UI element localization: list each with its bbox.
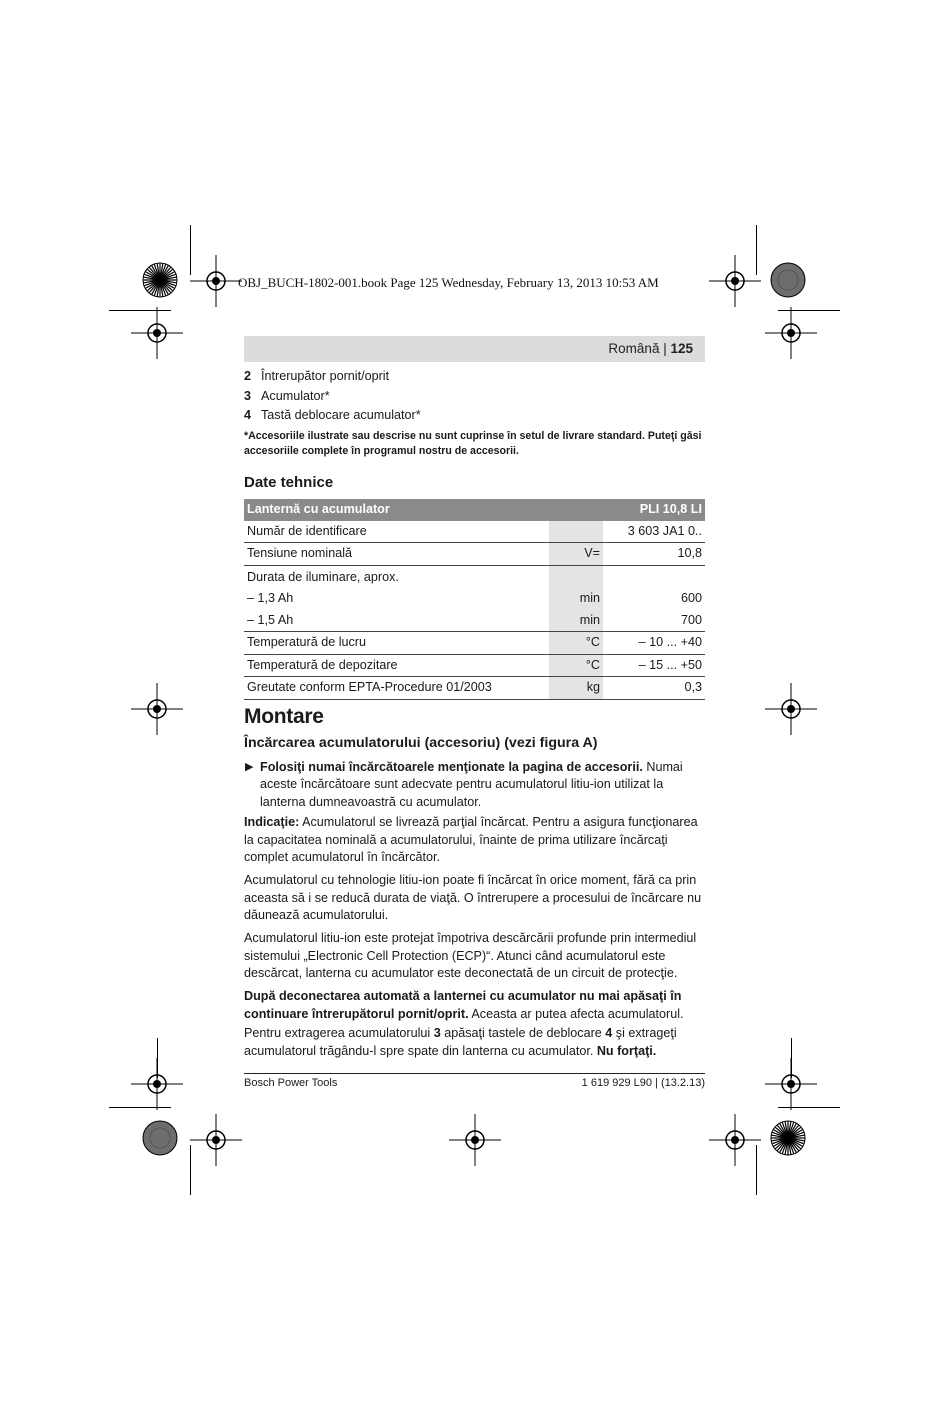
spec-label: Durata de iluminare, aprox. [247, 569, 399, 584]
note-text: Acumulatorul se livrează parţial încărcat. Pentru a asigura funcţionarea la capacitatea nominală a acumulatorului, înainte de prima utilizare încărcaţi complet acumulatorul în încărcător. [244, 815, 698, 864]
warning-text: Aceasta ar putea afecta acumulatorul. [468, 1006, 684, 1021]
spec-row [244, 521, 705, 543]
print-info-line: OBJ_BUCH-1802-001.book Page 125 Wednesday, February 13, 2013 10:53 AM [238, 275, 659, 290]
page-header-bar [244, 336, 705, 362]
bullet-text: Numai aceste încărcătoare sunt adecvate pentru acumulatorul litiu-ion utilizat la lanterna dumneavoastră cu acumulator. [260, 759, 683, 809]
removal-paragraph [244, 1025, 705, 1060]
removal-text: Pentru extragerea acumulatorului [244, 1026, 434, 1040]
spec-label: Tensiune nominală [244, 543, 549, 566]
spec-value [603, 565, 705, 588]
warning-paragraph [244, 988, 705, 1023]
registration-mark-icon [709, 1114, 761, 1166]
legend-label: Acumulator* [261, 388, 330, 403]
bullet-bold-text: Folosiţi numai încărcătoarele menţionate la pagina de accesorii. [260, 759, 643, 774]
removal-ref-unlock: 4 [605, 1026, 613, 1040]
spec-label: Greutate conform EPTA-Procedure 01/2003 [244, 677, 549, 700]
registration-mark-icon [765, 307, 817, 359]
crop-line [109, 310, 171, 311]
spec-header-model: PLI 10,8 LI [603, 499, 705, 521]
spec-row [244, 654, 705, 677]
tech-data-heading: Date tehnice [244, 473, 334, 491]
bullet-item [244, 759, 705, 812]
legend-list [244, 368, 705, 427]
header-language: Română [608, 341, 660, 356]
spec-unit: °C [549, 654, 603, 677]
crop-line [778, 1107, 840, 1108]
gray-target-icon [141, 1119, 179, 1157]
spec-unit: °C [549, 632, 603, 655]
warning-bold: După deconectarea automată a lanternei cu acumulator nu mai apăsaţi în continuare întrerupătorul pornit/oprit. [244, 989, 682, 1021]
crop-line [791, 1038, 792, 1078]
spec-value: 3 603 JA1 0.. [603, 521, 705, 543]
spec-value: 10,8 [603, 543, 705, 566]
crop-line [157, 1038, 158, 1078]
footer-doc-number: 1 619 929 L90 | (13.2.13) [581, 1077, 705, 1089]
crop-line [756, 1145, 757, 1195]
spec-label: Număr de identificare [244, 521, 549, 543]
liion-paragraph: Acumulatorul cu tehnologie litiu-ion poate fi încărcat în orice moment, fără ca prin aceasta să i se reducă durata de viaţă. O întrerupere a procesului de încărcare nu dăunează acumulatorului. [244, 873, 702, 922]
spec-value: 0,3 [603, 677, 705, 700]
registration-mark-icon [449, 1114, 501, 1166]
legend-item [244, 368, 705, 388]
crop-line [778, 310, 840, 311]
note-label: Indicaţie: [244, 815, 300, 829]
crop-line [756, 225, 757, 275]
legend-label: Tastă deblocare acumulator* [261, 408, 421, 422]
legend-label: Întrerupător pornit/oprit [261, 369, 390, 383]
removal-text: apăsaţi tastele de deblocare [440, 1026, 606, 1040]
page-content [244, 368, 705, 1066]
spec-label: Temperatură de depozitare [244, 654, 549, 677]
footer-rule [244, 1073, 705, 1074]
header-separator: | [659, 341, 671, 356]
ecp-paragraph: Acumulatorul litiu-ion este protejat împotriva descărcării profunde prin intermediul sistemului „Electronic Cell Protection (ECP)“. Atunci când acumulatorul este descărcat, lanterna cu acumulator este deconectată de un circuit de protecţie. [244, 931, 697, 980]
star-target-icon [769, 1119, 807, 1157]
spec-table [244, 499, 705, 700]
spec-row [244, 588, 705, 610]
registration-mark-icon [190, 1114, 242, 1166]
section-title: Montare [244, 704, 324, 728]
crop-line [190, 225, 191, 275]
spec-value: – 15 ... +50 [603, 654, 705, 677]
spec-unit: kg [549, 677, 603, 700]
legend-number: 2 [244, 369, 252, 383]
note-paragraph [244, 814, 705, 867]
spec-row [244, 565, 705, 588]
spec-value: – 10 ... +40 [603, 632, 705, 655]
registration-mark-icon [131, 683, 183, 735]
gray-target-icon [769, 261, 807, 299]
spec-unit: min [549, 610, 603, 632]
spec-row [244, 543, 705, 566]
registration-mark-icon [190, 255, 242, 307]
spec-unit: min [549, 588, 603, 610]
spec-unit: V= [549, 543, 603, 566]
spec-header-label: Lanternă cu acumulator [244, 499, 603, 521]
spec-table-header [244, 499, 705, 521]
spec-label: Temperatură de lucru [244, 632, 549, 655]
accessories-footnote: *Accesoriile ilustrate sau descrise nu sunt cuprinse în setul de livrare standard. Puteţi găsi accesoriile complete în programul nostru de accesorii. [244, 429, 702, 457]
legend-item [244, 407, 705, 427]
page-header [608, 341, 693, 356]
legend-number: 4 [244, 408, 252, 422]
spec-row [244, 632, 705, 655]
legend-item [244, 388, 705, 408]
footer-publisher: Bosch Power Tools [244, 1077, 338, 1089]
spec-row [244, 610, 705, 632]
removal-text: şi extrageţi acumulatorul trăgându-l spre spate din lanterna cu acumulator. [244, 1026, 677, 1058]
registration-mark-icon [131, 307, 183, 359]
star-target-icon [141, 261, 179, 299]
spec-unit [549, 565, 603, 588]
subsection-title: Încărcarea acumulatorului (accesoriu) (vezi figura A) [244, 735, 598, 751]
page-number: 125 [670, 341, 693, 356]
legend-number: 3 [244, 388, 252, 403]
spec-label: – 1,5 Ah [244, 610, 549, 632]
spec-row [244, 677, 705, 700]
spec-value: 700 [603, 610, 705, 632]
registration-mark-icon [709, 255, 761, 307]
spec-unit [549, 521, 603, 543]
registration-mark-icon [765, 683, 817, 735]
spec-label: – 1,3 Ah [247, 591, 294, 605]
bullet-triangle-icon: ▶ [245, 760, 254, 773]
removal-ref-battery: 3 [433, 1026, 441, 1040]
removal-warning: Nu forţaţi. [596, 1043, 657, 1058]
crop-line [109, 1107, 171, 1108]
spec-value: 600 [680, 591, 702, 605]
crop-line [190, 1145, 191, 1195]
